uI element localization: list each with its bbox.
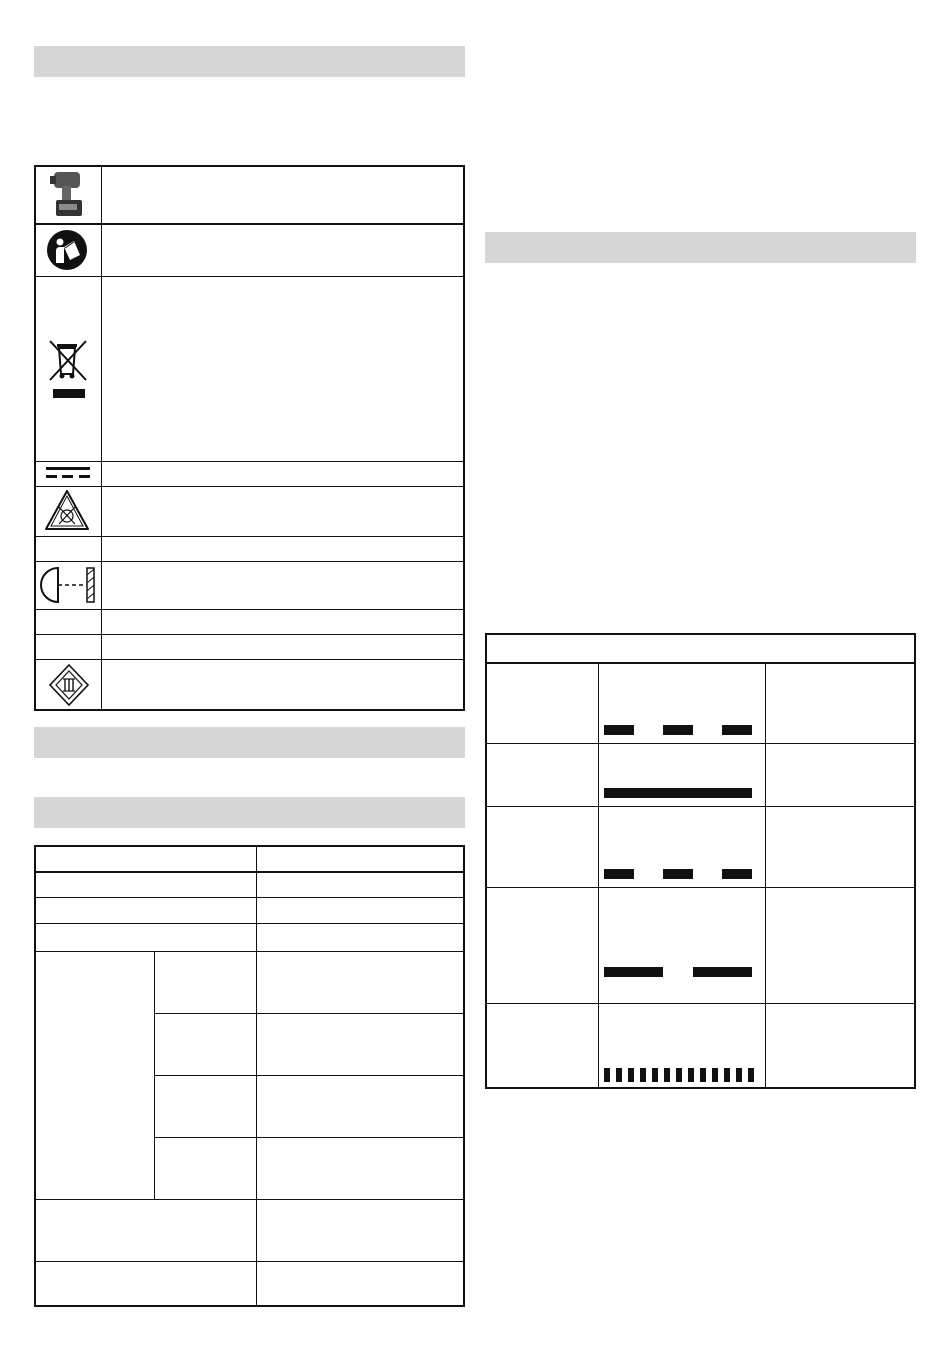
section-heading-bar-2 <box>34 727 465 758</box>
table-divider <box>34 1199 465 1200</box>
indicator-bar <box>604 967 663 977</box>
table-divider <box>34 951 465 952</box>
table-divider <box>34 634 465 635</box>
table-divider <box>485 743 916 744</box>
direct-current-icon <box>46 465 90 481</box>
indicator-bar <box>604 725 634 735</box>
symbols-table-frame <box>34 165 465 711</box>
rapid-dash-indicator <box>604 1068 754 1082</box>
table-divider <box>34 223 465 225</box>
table-divider <box>34 486 465 487</box>
crossed-bin-icon <box>47 338 89 400</box>
indicator-bar <box>722 869 752 879</box>
read-manual-icon <box>46 229 88 271</box>
class-iii-icon <box>49 664 89 706</box>
table-divider <box>485 887 916 888</box>
table-divider <box>34 561 465 562</box>
indicator-bar <box>722 725 752 735</box>
table-divider <box>154 1137 465 1138</box>
table-divider <box>34 1261 465 1262</box>
no-eye-exposure-warning-icon <box>44 489 90 533</box>
indicator-bar <box>663 869 693 879</box>
table-divider <box>485 1003 916 1004</box>
indicator-bar <box>604 788 752 798</box>
table-divider <box>256 845 257 1307</box>
table-divider <box>154 1013 465 1014</box>
table-divider <box>34 609 465 610</box>
indicator-table-frame <box>485 633 916 1089</box>
section-heading-bar-1 <box>34 46 465 77</box>
table-divider <box>101 165 102 711</box>
table-divider <box>154 951 155 1199</box>
table-divider <box>34 536 465 537</box>
indicator-bar <box>663 725 693 735</box>
table-divider <box>34 923 465 924</box>
table-divider <box>154 1075 465 1076</box>
table-divider <box>34 897 465 898</box>
table-divider <box>485 662 916 664</box>
table-divider <box>765 662 766 1089</box>
lamp-distance-icon <box>40 565 98 605</box>
table-divider <box>34 276 465 277</box>
table-divider <box>34 871 465 873</box>
power-tool-icon <box>48 168 88 222</box>
section-heading-bar-4 <box>485 232 916 263</box>
indicator-bar <box>693 967 752 977</box>
table-divider <box>598 662 599 1089</box>
tech-table-frame <box>34 845 465 1307</box>
table-divider <box>34 659 465 660</box>
indicator-bar <box>604 869 634 879</box>
section-heading-bar-3 <box>34 797 465 828</box>
table-divider <box>34 461 465 462</box>
table-divider <box>485 806 916 807</box>
